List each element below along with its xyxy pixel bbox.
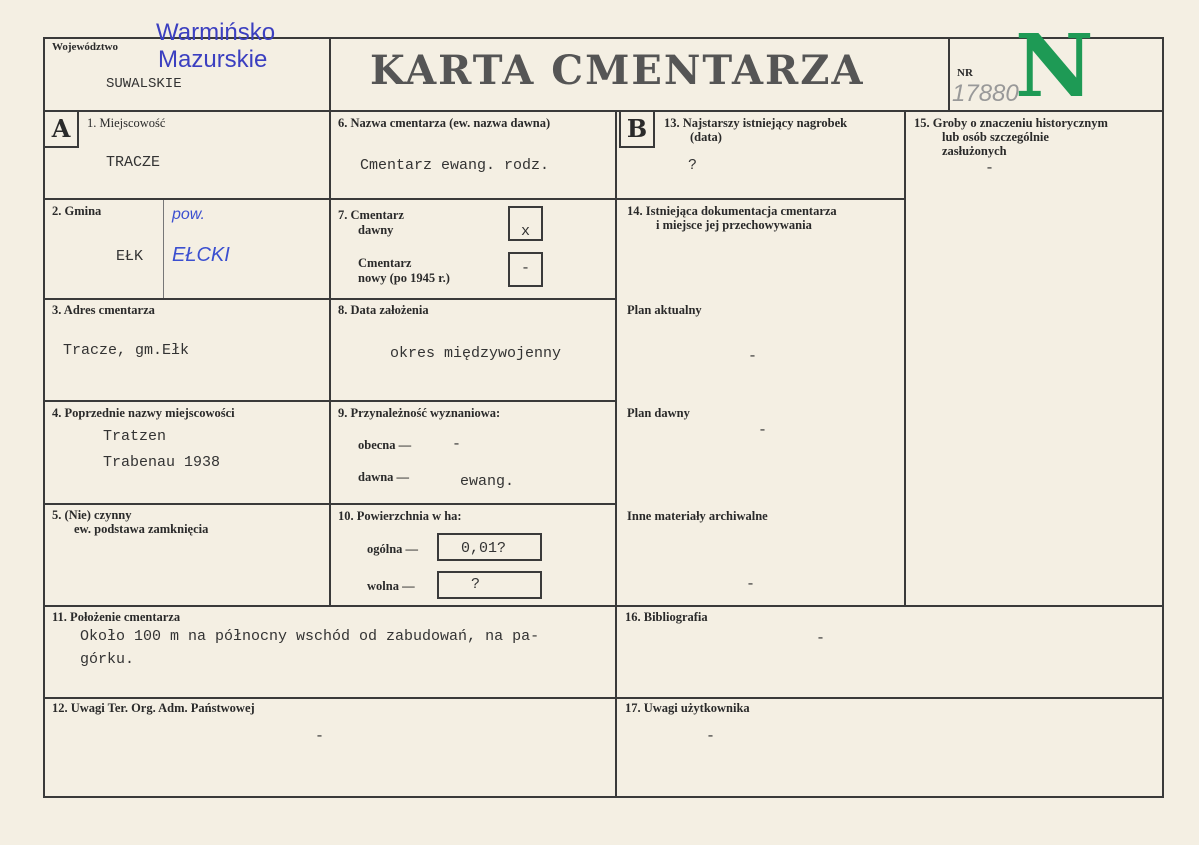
f11-label: 11. Położenie cmentarza: [52, 610, 181, 624]
other-materials-value: -: [746, 576, 756, 593]
f13-label2: (data): [690, 130, 722, 144]
f9-label: 9. Przynależność wyznaniowa:: [338, 406, 501, 420]
f9-current-label: obecna —: [358, 438, 412, 452]
f15-label3: zasłużonych: [942, 144, 1007, 158]
f7-label-new2: nowy (po 1945 r.): [358, 271, 450, 285]
f6-label: 6. Nazwa cmentarza (ew. nazwa dawna): [338, 116, 551, 130]
f10-total-field[interactable]: 0,01?: [437, 533, 542, 561]
f4-value1: Tratzen: [103, 428, 167, 445]
f11-value1: Około 100 m na północny wschód od zabudowań, na pa-: [80, 628, 540, 645]
f12-value: -: [315, 728, 325, 745]
f17-value: -: [706, 728, 716, 745]
f9-current-value: -: [452, 436, 462, 453]
f17-label: 17. Uwagi użytkownika: [625, 701, 750, 715]
cell-14: [615, 198, 906, 607]
nr-label: NR: [957, 67, 973, 79]
plan-old-value: -: [758, 422, 768, 439]
f7-old-checkbox[interactable]: x: [508, 206, 543, 241]
f2-label: 2. Gmina: [52, 204, 102, 218]
f10-label: 10. Powierzchnia w ha:: [338, 509, 462, 523]
stamp-line2: Mazurskie: [158, 46, 268, 73]
f1-label: 1. Miejscowość: [87, 116, 166, 130]
other-materials-label: Inne materiały archiwalne: [627, 509, 768, 523]
stamp-line1: Warmińsko: [156, 19, 276, 46]
plan-current-value: -: [748, 348, 758, 365]
f15-value: -: [985, 160, 995, 177]
f16-label: 16. Bibliografia: [625, 610, 708, 624]
f10-free-label: wolna —: [367, 579, 415, 593]
f14-label2: i miejsce jej przechowywania: [656, 218, 812, 232]
f7-label-new: Cmentarz: [358, 256, 412, 270]
plan-current-label: Plan aktualny: [627, 303, 702, 317]
f16-value: -: [816, 630, 826, 647]
f15-label1: 15. Groby o znaczeniu historycznym: [914, 116, 1108, 130]
f9-former-label: dawna —: [358, 470, 410, 484]
f13-value: ?: [688, 157, 698, 174]
f9-former-value: ewang.: [460, 473, 515, 490]
f15-label2: lub osób szczególnie: [942, 130, 1049, 144]
nr-value: 17880: [952, 80, 1019, 107]
plan-old-label: Plan dawny: [627, 406, 690, 420]
section-b-badge: B: [619, 110, 655, 148]
f12-label: 12. Uwagi Ter. Org. Adm. Państwowej: [52, 701, 255, 715]
f6-value: Cmentarz ewang. rodz.: [360, 157, 550, 174]
f5-label2: ew. podstawa zamknięcia: [74, 522, 209, 536]
f1-value: TRACZE: [106, 154, 161, 171]
f2-value: EŁK: [116, 248, 144, 265]
f10-free-field[interactable]: ?: [437, 571, 542, 599]
f3-value: Tracze, gm.Ełk: [63, 342, 190, 359]
f14-label1: 14. Istniejąca dokumentacja cmentarza: [627, 204, 837, 218]
voivodeship-label: Województwo: [52, 41, 118, 53]
category-mark: N: [1015, 16, 1094, 117]
voivodeship-value: SUWALSKIE: [106, 76, 182, 92]
f8-label: 8. Data założenia: [338, 303, 429, 317]
f13-label1: 13. Najstarszy istniejący nagrobek: [664, 116, 848, 130]
f2-hand-pow: pow.: [172, 206, 205, 223]
section-a-badge: A: [43, 110, 79, 148]
f2-hand-county: EŁCKI: [172, 244, 230, 266]
f10-total-label: ogólna —: [367, 542, 419, 556]
f8-value: okres międzywojenny: [390, 345, 562, 362]
f4-label: 4. Poprzednie nazwy miejscowości: [52, 406, 235, 420]
f5-label1: 5. (Nie) czynny: [52, 508, 132, 522]
f7-label-old2: dawny: [358, 223, 394, 237]
card-title: KARTA CMENTARZA: [370, 47, 865, 94]
f7-label-old: 7. Cmentarz: [338, 208, 404, 222]
f11-value2: górku.: [80, 651, 135, 668]
cell-15: [904, 110, 1164, 607]
f4-value2: Trabenau 1938: [103, 454, 221, 471]
f3-label: 3. Adres cmentarza: [52, 303, 155, 317]
f7-new-checkbox[interactable]: -: [508, 252, 543, 287]
